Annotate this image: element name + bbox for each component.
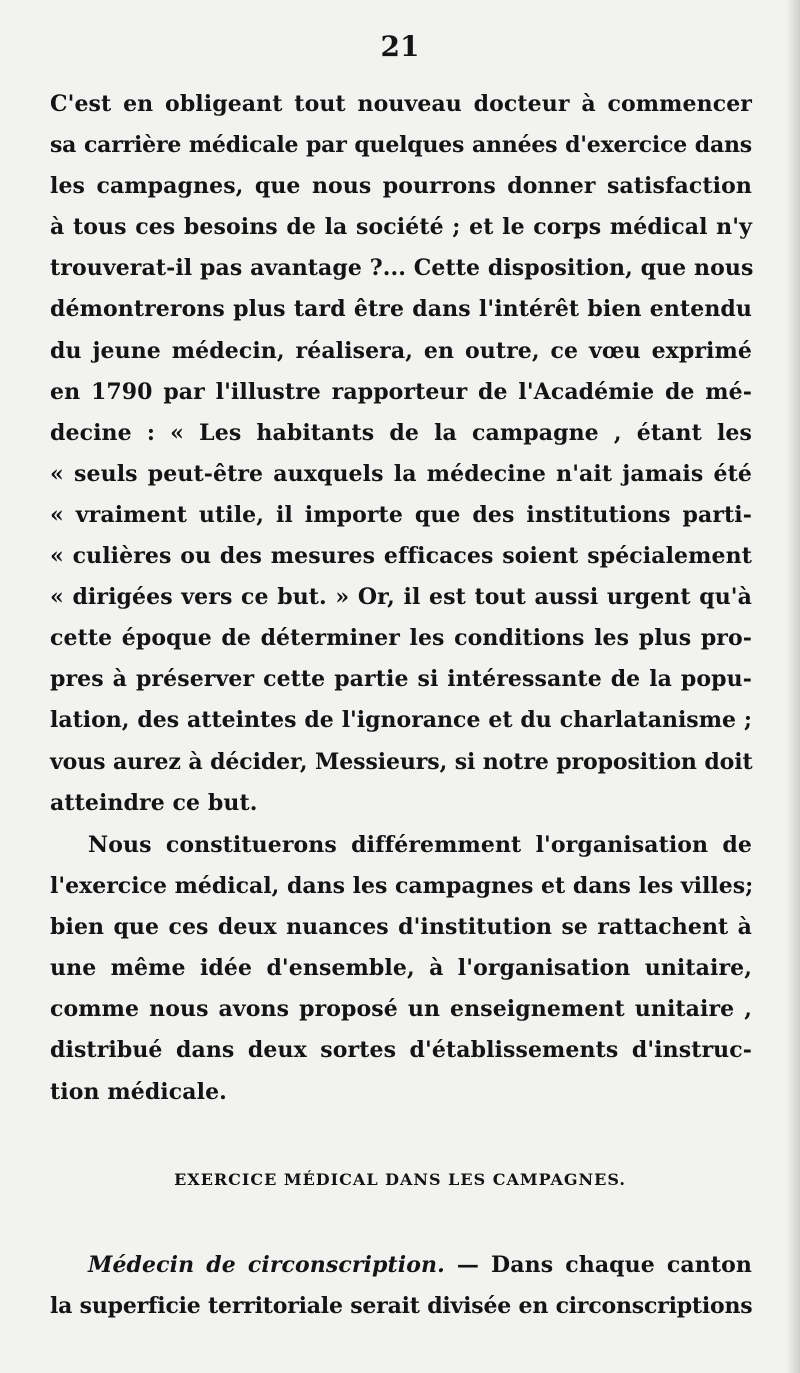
text-line: démontrerons plus tard être dans l'intérêt bien entendu: [50, 296, 752, 323]
page-edge-shadow: [786, 0, 800, 1373]
text-line: l'exercice médical, dans les campagnes et dans les villes;: [50, 873, 754, 900]
text-line: bien que ces deux nuances d'institution se rattachent à: [50, 914, 752, 941]
paragraph-lead-in: Médecin de circonscription.: [88, 1252, 445, 1278]
text-line: tion médicale.: [50, 1078, 227, 1105]
text-line: en 1790 par l'illustre rapporteur de l'Académie de mé-: [50, 378, 752, 405]
text-line: sa carrière médicale par quelques années d'exercice dans: [50, 132, 752, 159]
text-line: « dirigées vers ce but. » Or, il est tout aussi urgent qu'à: [50, 584, 752, 611]
text-line: cette époque de déterminer les conditions les plus pro-: [50, 625, 752, 652]
paragraph-3: [50, 1245, 752, 1327]
text-line: trouverat-il pas avantage ?... Cette disposition, que nous: [50, 255, 754, 282]
text-line: les campagnes, que nous pourrons donner satisfaction: [50, 173, 752, 200]
text-line: pres à préserver cette partie si intéressante de la popu-: [50, 666, 752, 693]
text-line: Nous constituerons différemment l'organisation de: [88, 832, 752, 858]
text-line: comme nous avons proposé un enseignement unitaire ,: [50, 996, 752, 1023]
section-heading: EXERCICE MÉDICAL DANS LES CAMPAGNES.: [174, 1170, 626, 1189]
text-line: une même idée d'ensemble, à l'organisation unitaire,: [50, 955, 752, 982]
text-line: atteindre ce but.: [50, 789, 258, 816]
page-number: 21: [380, 30, 420, 63]
text-line: vous aurez à décider, Messieurs, si notre proposition doit: [50, 748, 753, 775]
text-line: C'est en obligeant tout nouveau docteur à commencer: [50, 91, 752, 117]
text-line: [50, 1245, 752, 1286]
text-line: distribué dans deux sortes d'établissements d'instruc-: [50, 1037, 752, 1064]
paragraph-2: [50, 825, 752, 1113]
paragraph-1: [50, 84, 752, 824]
text-line: « vraiment utile, il importe que des institutions parti-: [50, 501, 752, 528]
text-line: « culières ou des mesures efficaces soient spécialement: [50, 543, 752, 570]
text-line: « seuls peut-être auxquels la médecine n'ait jamais été: [50, 460, 752, 487]
text-line: du jeune médecin, réalisera, en outre, ce vœu exprimé: [50, 337, 752, 364]
text-line: lation, des atteintes de l'ignorance et du charlatanisme ;: [50, 707, 752, 734]
text-fragment: — Dans chaque canton: [444, 1252, 752, 1278]
text-line: à tous ces besoins de la société ; et le corps médical n'y: [50, 214, 752, 241]
text-line: decine : « Les habitants de la campagne , étant les: [50, 419, 752, 446]
text-line: la superficie territoriale serait divisée en circonscriptions: [50, 1293, 753, 1320]
